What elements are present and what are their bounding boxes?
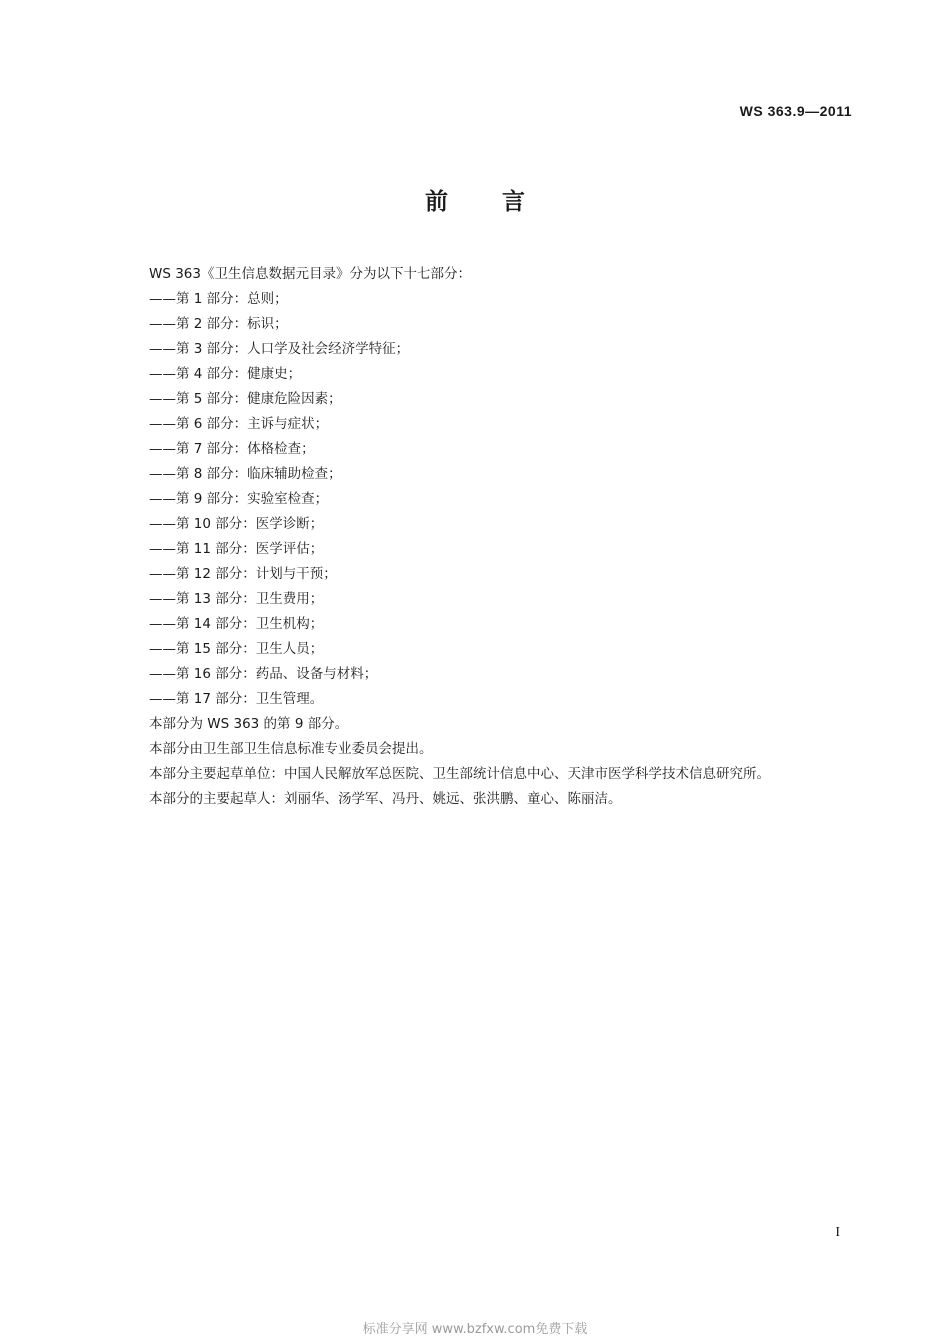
list-item: ——第 16 部分：药品、设备与材料；	[149, 666, 378, 682]
drafting-units-paragraph	[120, 762, 842, 787]
list-item: ——第 4 部分：健康史；	[149, 366, 302, 382]
list-item: ——第 2 部分：标识；	[149, 316, 288, 332]
list-item: ——第 15 部分：卫生人员；	[149, 641, 324, 657]
list-item: ——第 1 部分：总则；	[149, 291, 288, 307]
drafters-paragraph: 本部分的主要起草人：刘丽华、汤学军、冯丹、姚远、张洪鹏、童心、陈丽洁。	[149, 791, 622, 807]
page-number: I	[835, 1225, 840, 1240]
foreword-body	[120, 262, 842, 812]
list-item: ——第 10 部分：医学诊断；	[149, 516, 324, 532]
list-item: ——第 12 部分：计划与干预；	[149, 566, 337, 582]
title-char-1: 前	[425, 189, 448, 215]
page-title	[0, 183, 950, 216]
list-item: ——第 9 部分：实验室检查；	[149, 491, 329, 507]
drafting-units-text: 本部分主要起草单位：中国人民解放军总医院、卫生部统计信息中心、天津市医学科学技术信息研究所。	[149, 766, 770, 782]
list-item: ——第 17 部分：卫生管理。	[149, 691, 324, 707]
intro-paragraph: WS 363《卫生信息数据元目录》分为以下十七部分：	[149, 266, 471, 282]
list-item: ——第 8 部分：临床辅助检查；	[149, 466, 342, 482]
title-char-2: 言	[502, 189, 525, 215]
list-item: ——第 13 部分：卫生费用；	[149, 591, 324, 607]
list-item: ——第 5 部分：健康危险因素；	[149, 391, 342, 407]
part-of-paragraph: 本部分为 WS 363 的第 9 部分。	[149, 716, 349, 732]
list-item: ——第 14 部分：卫生机构；	[149, 616, 324, 632]
watermark-text[interactable]: 标准分享网 www.bzfxw.com免费下载	[362, 1322, 588, 1337]
proposed-by-paragraph: 本部分由卫生部卫生信息标准专业委员会提出。	[149, 741, 433, 757]
list-item: ——第 6 部分：主诉与症状；	[149, 416, 329, 432]
list-item: ——第 11 部分：医学评估；	[149, 541, 324, 557]
list-item: ——第 3 部分：人口学及社会经济学特征；	[149, 341, 410, 357]
list-item: ——第 7 部分：体格检查；	[149, 441, 315, 457]
standard-number: WS 363.9—2011	[739, 103, 852, 119]
parts-list	[120, 287, 842, 712]
